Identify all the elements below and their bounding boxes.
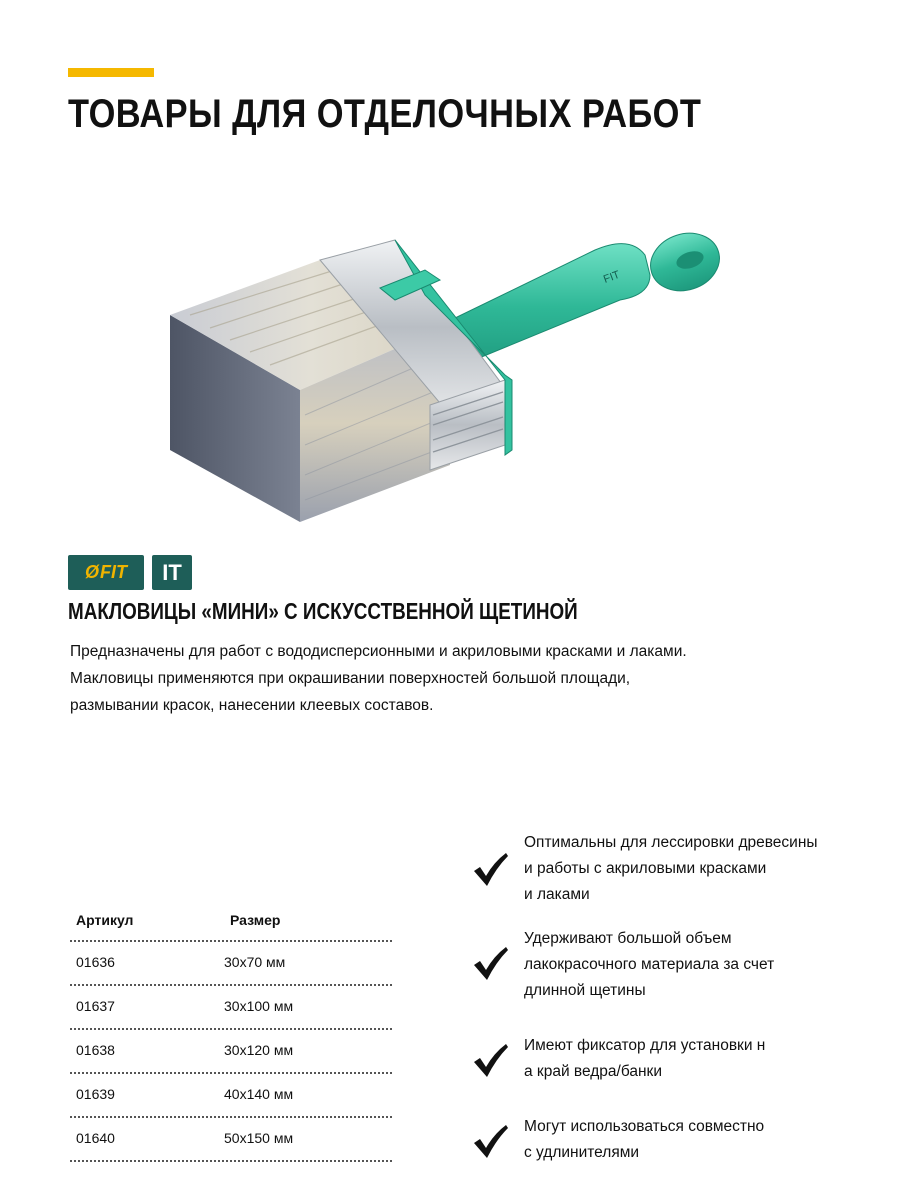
description-line: размывании красок, нанесении клеевых составов.: [70, 697, 434, 714]
description-line: Предназначены для работ с вододисперсионными и акриловыми красками и лаками.: [70, 643, 687, 660]
check-icon: [470, 850, 510, 890]
article-cell: 01636: [76, 954, 115, 970]
description-line: Макловицы применяются при окрашивании поверхностей большой площади,: [70, 670, 631, 687]
product-description: [70, 638, 790, 719]
benefit-text: [524, 830, 834, 908]
spec-table: [70, 908, 392, 1162]
page-title: ТОВАРЫ ДЛЯ ОТДЕЛОЧНЫХ РАБОТ: [68, 92, 702, 136]
article-cell: 01640: [76, 1130, 115, 1146]
article-cell: 01639: [76, 1086, 115, 1102]
table-header-row: [70, 908, 392, 942]
benefit-line: лакокрасочного материала за счет: [524, 956, 775, 973]
table-row: [70, 1118, 392, 1162]
paint-brush-image: [150, 200, 750, 540]
benefit-line: и лаками: [524, 886, 590, 903]
fit-brand-badge: Ø FIT: [68, 555, 144, 590]
size-cell: 50х150 мм: [224, 1130, 294, 1146]
check-icon: [470, 1122, 510, 1162]
benefit-line: Оптимальны для лессировки древесины: [524, 834, 818, 851]
benefit-line: с удлинителями: [524, 1144, 640, 1161]
product-title: МАКЛОВИЦЫ «МИНИ» С ИСКУССТВЕННОЙ ЩЕТИНОЙ: [68, 598, 578, 624]
table-row: [70, 1074, 392, 1118]
size-cell: 30х100 мм: [224, 998, 294, 1014]
article-cell: 01638: [76, 1042, 115, 1058]
table-row: [70, 1030, 392, 1074]
article-cell: 01637: [76, 998, 115, 1014]
size-cell: 40х140 мм: [224, 1086, 294, 1102]
benefit-line: длинной щетины: [524, 982, 646, 999]
svg-text:FIT: FIT: [601, 268, 622, 286]
benefit-line: Имеют фиксатор для установки н: [524, 1037, 766, 1054]
table-row: [70, 942, 392, 986]
benefit-text: [524, 1114, 834, 1166]
fit-logo-icon: Ø: [84, 562, 99, 582]
benefit-line: а край ведра/банки: [524, 1063, 662, 1080]
check-icon: [470, 944, 510, 984]
column-header-size: Размер: [230, 912, 281, 928]
it-brand-badge: IT: [152, 555, 192, 590]
benefit-line: Удерживают большой объем: [524, 930, 732, 947]
table-row: [70, 986, 392, 1030]
size-cell: 30х120 мм: [224, 1042, 294, 1058]
benefit-line: Могут использоваться совместно: [524, 1118, 765, 1135]
size-cell: 30х70 мм: [224, 954, 286, 970]
benefit-line: и работы с акриловыми красками: [524, 860, 767, 877]
column-header-article: Артикул: [76, 912, 134, 928]
benefit-text: [524, 1033, 834, 1085]
benefit-text: [524, 926, 834, 1004]
check-icon: [470, 1041, 510, 1081]
title-accent-bar: [68, 68, 154, 77]
